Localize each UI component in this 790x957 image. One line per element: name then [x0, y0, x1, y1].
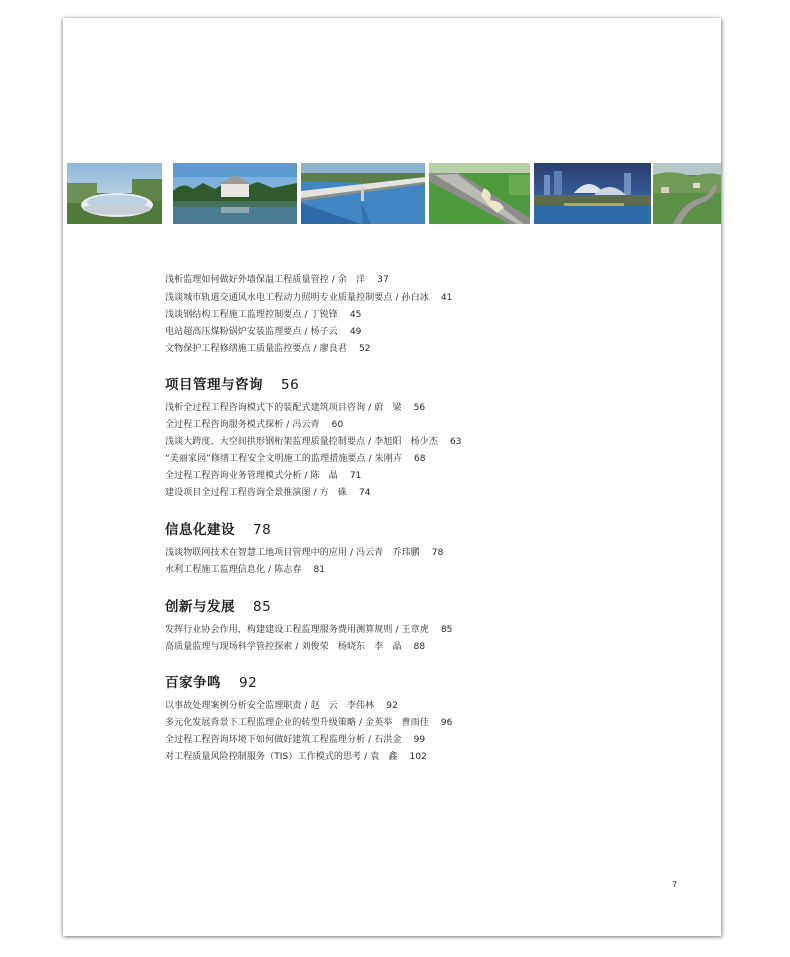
toc-entry[interactable]: 浅谈城市轨道交通风水电工程动力照明专业质量控制要点 / 孙白冰 41: [165, 293, 453, 303]
toc-entry[interactable]: 发挥行业协会作用，构建建设工程监理服务费用测算规则 / 王章虎 85: [165, 625, 453, 635]
magazine-page: [63, 18, 721, 936]
stadium-photo: [67, 163, 162, 224]
section-heading[interactable]: 创新与发展 85: [165, 599, 272, 615]
toc-entry[interactable]: 电站超高压煤粉锅炉安装监理要点 / 杨子云 49: [165, 327, 362, 337]
toc-entry[interactable]: 浅析全过程工程咨询模式下的装配式建筑项目咨询 / 蔚 梁 56: [165, 403, 426, 413]
toc-entry[interactable]: 以事故处理案例分析安全监理职责 / 赵 云 李伟林 92: [165, 701, 398, 711]
section-heading[interactable]: 信息化建设 78: [165, 522, 272, 538]
toc-entry[interactable]: 对工程质量风险控制服务（TIS）工作模式的思考 / 袁 鑫 102: [165, 752, 428, 762]
toc-entry[interactable]: 浅谈物联网技术在智慧工地项目管理中的应用 / 冯云青 乔玮鹏 78: [165, 548, 444, 558]
toc-entry[interactable]: 浅谈大跨度、大空间拱形钢桁架监理质量控制要点 / 李旭阳 杨少杰 63: [165, 437, 462, 447]
toc-entry[interactable]: 水利工程施工监理信息化 / 陈志春 81: [165, 565, 326, 575]
lakeside-buildings-photo: [173, 163, 297, 224]
toc-entry[interactable]: 全过程工程咨询环境下如何做好建筑工程监理分析 / 石洪金 99: [165, 735, 426, 745]
toc-entry[interactable]: “美丽家园”修缮工程安全文明施工的监理措施要点 / 朱刚卉 68: [165, 454, 426, 464]
waterfront-complex-photo: [534, 163, 651, 224]
section-heading[interactable]: 百家争鸣 92: [165, 675, 258, 691]
toc-entry[interactable]: 全过程工程咨询服务模式探析 / 冯云青 60: [165, 420, 344, 430]
page-number: 7: [672, 880, 678, 889]
river-bridge-photo: [301, 163, 425, 224]
toc-entry[interactable]: 建设项目全过程工程咨询全景推演图 / 方 硃 74: [165, 488, 371, 498]
toc-entry[interactable]: 高质量监理与现场科学管控探索 / 刘俊荣 杨晓东 李 晶 88: [165, 642, 426, 652]
highway-photo: [429, 163, 530, 224]
toc-entry[interactable]: 浅谈钢结构工程施工监理控制要点 / 丁锐锋 45: [165, 310, 362, 320]
toc-entry[interactable]: 浅析监理如何做好外墙保温工程质量管控 / 余 洋 37: [165, 275, 389, 285]
toc-entry[interactable]: 全过程工程咨询业务管理模式分析 / 陈 晶 71: [165, 471, 362, 481]
section-heading[interactable]: 项目管理与咨询 56: [165, 377, 300, 393]
mountain-road-photo: [653, 163, 721, 224]
toc-entry[interactable]: 文物保护工程修缮施工质量监控要点 / 廖良君 52: [165, 344, 371, 354]
toc-entry[interactable]: 多元化发展背景下工程监理企业的转型升级策略 / 金英举 曹雨佳 96: [165, 718, 453, 728]
photo-strip: [63, 163, 721, 224]
